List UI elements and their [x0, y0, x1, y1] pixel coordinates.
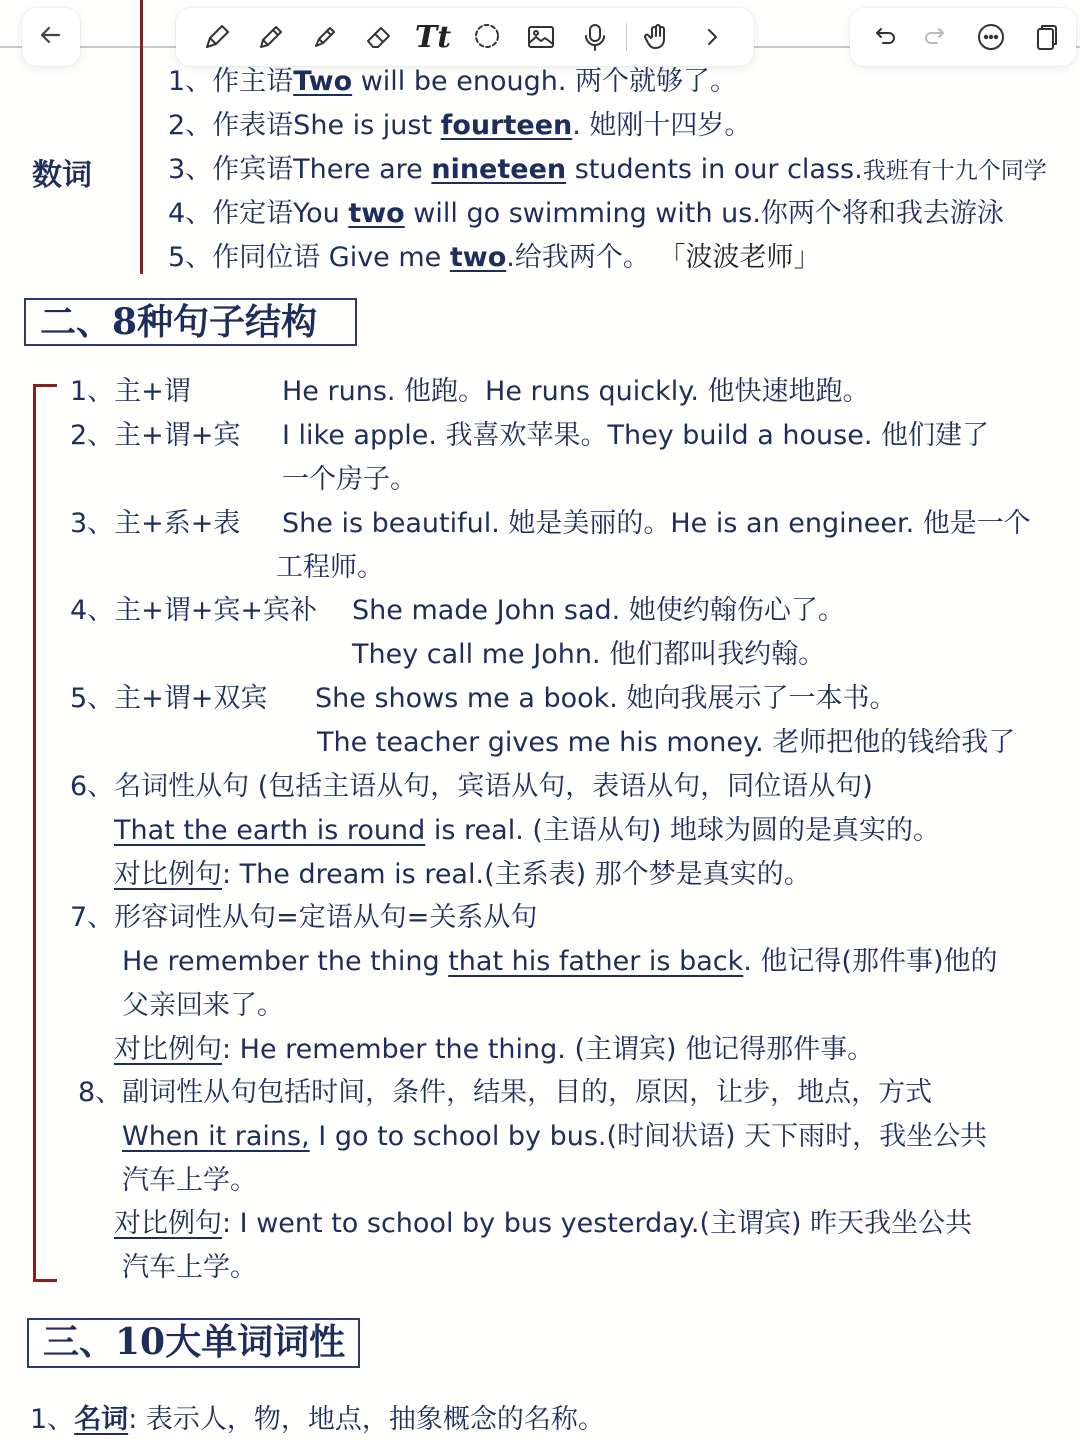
numerals-divider-line	[140, 0, 143, 274]
structure-2-example: I like apple. 我喜欢苹果。They build a house. 他们建了	[282, 420, 989, 451]
highlighter-tool-button[interactable]	[298, 8, 352, 66]
redo-icon	[921, 21, 953, 53]
numerals-line-4: 4、作定语You two will go swimming with us.你两个将和我去游泳	[168, 198, 1004, 229]
lasso-tool-button[interactable]	[460, 8, 514, 66]
eraser-tool-button[interactable]	[352, 8, 406, 66]
image-tool-button[interactable]	[514, 8, 568, 66]
more-icon	[975, 21, 1007, 53]
teacher-signature: 「波波老师」	[658, 242, 821, 273]
microphone-tool-button[interactable]	[568, 8, 622, 66]
structure-6-compare: 对比例句: The dream is real.(主系表) 那个梦是真实的。	[114, 859, 811, 890]
structure-3-label: 3、主+系+表	[70, 508, 241, 539]
structure-5-example-2: The teacher gives me his money. 老师把他的钱给我了	[317, 727, 1016, 758]
structure-5-label: 5、主+谓+双宾	[70, 683, 268, 714]
text-tool-icon: Tt	[414, 19, 452, 55]
pencil-tool-button[interactable]	[244, 8, 298, 66]
numerals-line-2: 2、作表语She is just fourteen. 她刚十四岁。	[168, 110, 752, 141]
gesture-tool-button[interactable]	[631, 8, 685, 66]
pen-tool-button[interactable]	[190, 8, 244, 66]
numerals-label: 数词	[32, 158, 92, 193]
highlighter-icon	[309, 21, 341, 53]
structure-5-example-1: She shows me a book. 她向我展示了一本书。	[315, 683, 897, 714]
undo-button[interactable]	[856, 8, 910, 66]
structure-8-example-cont: 汽车上学。	[122, 1165, 257, 1196]
more-tools-button[interactable]	[685, 8, 739, 66]
more-options-button[interactable]	[964, 8, 1018, 66]
structure-4-example-2: They call me John. 他们都叫我约翰。	[352, 639, 826, 670]
structure-6-example: That the earth is round is real. (主语从句) 地球为圆的是真实的。	[114, 815, 941, 846]
structure-7-example-cont: 父亲回来了。	[122, 990, 284, 1021]
numerals-line-5: 5、作同位语 Give me two.给我两个。 「波波老师」	[168, 242, 821, 273]
toolbar-divider	[626, 23, 627, 51]
pages-icon	[1029, 21, 1061, 53]
structure-3-example: She is beautiful. 她是美丽的。He is an engineer. 他是一个	[282, 508, 1031, 539]
structure-8-compare: 对比例句: I went to school by bus yesterday.(主谓宾) 昨天我坐公共	[114, 1208, 973, 1239]
section-3-title: 三、10大单词词性	[27, 1318, 360, 1368]
section-2-bracket	[33, 384, 36, 1282]
structure-2-label: 2、主+谓+宾	[70, 420, 241, 451]
structure-1-label: 1、主+谓	[70, 376, 191, 407]
structure-7-compare: 对比例句: He remember the thing. (主谓宾) 他记得那件事。	[114, 1034, 875, 1065]
structure-2-example-cont: 一个房子。	[282, 464, 417, 495]
word-class-1: 1、名词: 表示人，物，地点，抽象概念的名称。	[30, 1404, 605, 1435]
numerals-line-3: 3、作宾语There are nineteen students in our class.我班有十九个同学	[168, 154, 1047, 185]
structure-4-label: 4、主+谓+宾+宾补	[70, 595, 318, 626]
structure-6-label: 6、名词性从句 (包括主语从句，宾语从句，表语从句，同位语从句)	[70, 771, 873, 802]
pencil-icon	[255, 21, 287, 53]
history-toolbar	[850, 8, 1076, 66]
chevron-right-icon	[696, 21, 728, 53]
structure-3-example-cont: 工程师。	[276, 552, 384, 583]
pen-icon	[201, 21, 233, 53]
structure-7-example: He remember the thing that his father is back. 他记得(那件事)他的	[122, 946, 998, 977]
arrow-left-icon	[37, 21, 65, 53]
structure-7-label: 7、形容词性从句=定语从句=关系从句	[70, 902, 538, 933]
image-icon	[525, 21, 557, 53]
section-2-bracket-bottom	[33, 1279, 57, 1282]
structure-1-example: He runs. 他跑。He runs quickly. 他快速地跑。	[282, 376, 870, 407]
redo-button[interactable]	[910, 8, 964, 66]
structure-8-compare-cont: 汽车上学。	[122, 1252, 257, 1283]
section-2-bracket-top	[33, 384, 57, 387]
structure-8-label: 8、副词性从句包括时间，条件，结果，目的，原因，让步，地点，方式	[78, 1077, 933, 1108]
pages-button[interactable]	[1018, 8, 1072, 66]
eraser-icon	[363, 21, 395, 53]
hand-gesture-icon	[642, 21, 674, 53]
section-2-title: 二、8种句子结构	[24, 298, 357, 346]
back-button[interactable]	[22, 8, 80, 66]
lasso-icon	[471, 21, 503, 53]
microphone-icon	[579, 21, 611, 53]
drawing-toolbar	[176, 8, 754, 66]
structure-8-example: When it rains, I go to school by bus.(时间状语) 天下雨时，我坐公共	[122, 1121, 988, 1152]
numerals-line-1: 1、作主语Two will be enough. 两个就够了。	[168, 66, 737, 97]
text-tool-button[interactable]	[406, 8, 460, 66]
undo-icon	[867, 21, 899, 53]
structure-4-example-1: She made John sad. 她使约翰伤心了。	[352, 595, 845, 626]
